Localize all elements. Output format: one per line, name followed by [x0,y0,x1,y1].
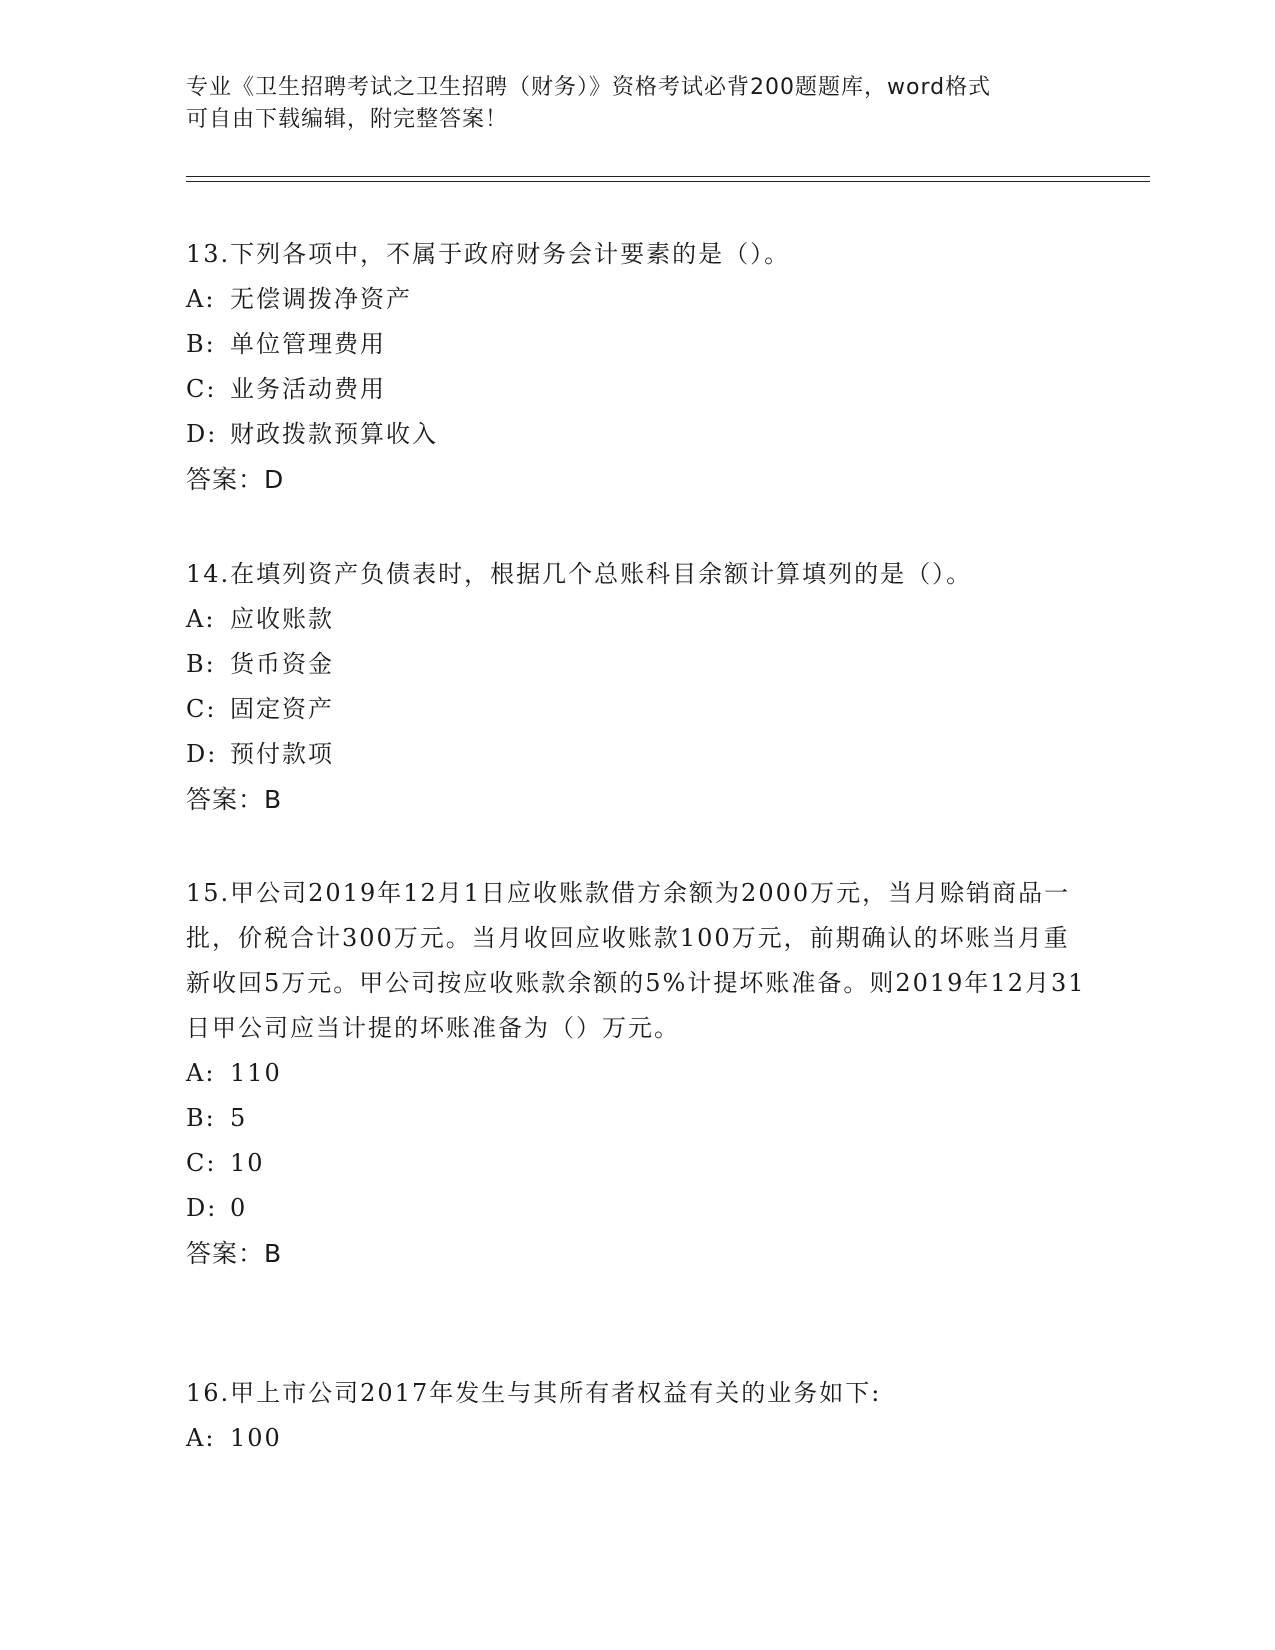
option-c [186,687,1086,732]
option-b [186,322,1086,367]
option-a [186,1416,1086,1461]
option-key: A: [186,605,216,633]
option-key: D: [186,740,218,768]
question-stem: 13.下列各项中，不属于政府财务会计要素的是（）。 [186,240,791,268]
option-d [186,412,1086,457]
question-stem: 14.在填列资产负债表时，根据几个总账科目余额计算填列的是（）。 [186,560,973,588]
option-key: C: [186,375,217,403]
option-text: 固定资产 [230,695,334,723]
option-d [186,732,1086,777]
answer: 答案：D [186,465,285,494]
option-text: 100 [230,1424,282,1452]
option-text: 无偿调拨净资产 [230,285,412,313]
option-d [186,1186,1086,1231]
document-header [186,72,1086,136]
option-text: 单位管理费用 [230,330,386,358]
option-c [186,367,1086,412]
question-16 [186,1371,1086,1461]
option-text: 业务活动费用 [230,375,386,403]
option-key: D: [186,420,218,448]
option-key: B: [186,330,216,358]
option-key: B: [186,650,216,678]
question-15 [186,871,1086,1276]
header-line-1: 专业《卫生招聘考试之卫生招聘（财务）》资格考试必背200题题库，word格式 [186,75,992,100]
option-text: 0 [230,1194,248,1222]
option-text: 5 [230,1104,248,1132]
question-stem: 15.甲公司2019年12月1日应收账款借方余额为2000万元，当月赊销商品一批，价税合计300万元。当月收回应收账款100万元，前期确认的坏账当月重新收回5万元。甲公司按应收账款余额的5%计提坏账准备。则2019年12月31日甲公司应当计提的坏账准备为（）万元。 [186,879,1086,1042]
option-text: 货币资金 [230,650,334,678]
option-b [186,642,1086,687]
question-13 [186,232,1086,502]
option-text: 财政拨款预算收入 [230,420,438,448]
option-a [186,1051,1086,1096]
question-stem: 16.甲上市公司2017年发生与其所有者权益有关的业务如下: [186,1379,882,1407]
option-c [186,1141,1086,1186]
header-divider-bottom [186,181,1150,182]
option-text: 10 [230,1149,265,1177]
option-key: A: [186,1059,216,1087]
option-text: 应收账款 [230,605,334,633]
header-line-2: 可自由下载编辑，附完整答案！ [186,107,509,132]
answer: 答案：B [186,785,283,814]
option-text: 110 [230,1059,282,1087]
option-key: C: [186,695,217,723]
question-14 [186,552,1086,822]
option-a [186,597,1086,642]
answer: 答案：B [186,1239,283,1268]
option-text: 预付款项 [230,740,334,768]
option-a [186,277,1086,322]
option-key: D: [186,1194,218,1222]
option-b [186,1096,1086,1141]
option-key: A: [186,285,216,313]
option-key: A: [186,1424,216,1452]
header-divider-top [186,176,1150,177]
option-key: B: [186,1104,216,1132]
option-key: C: [186,1149,217,1177]
